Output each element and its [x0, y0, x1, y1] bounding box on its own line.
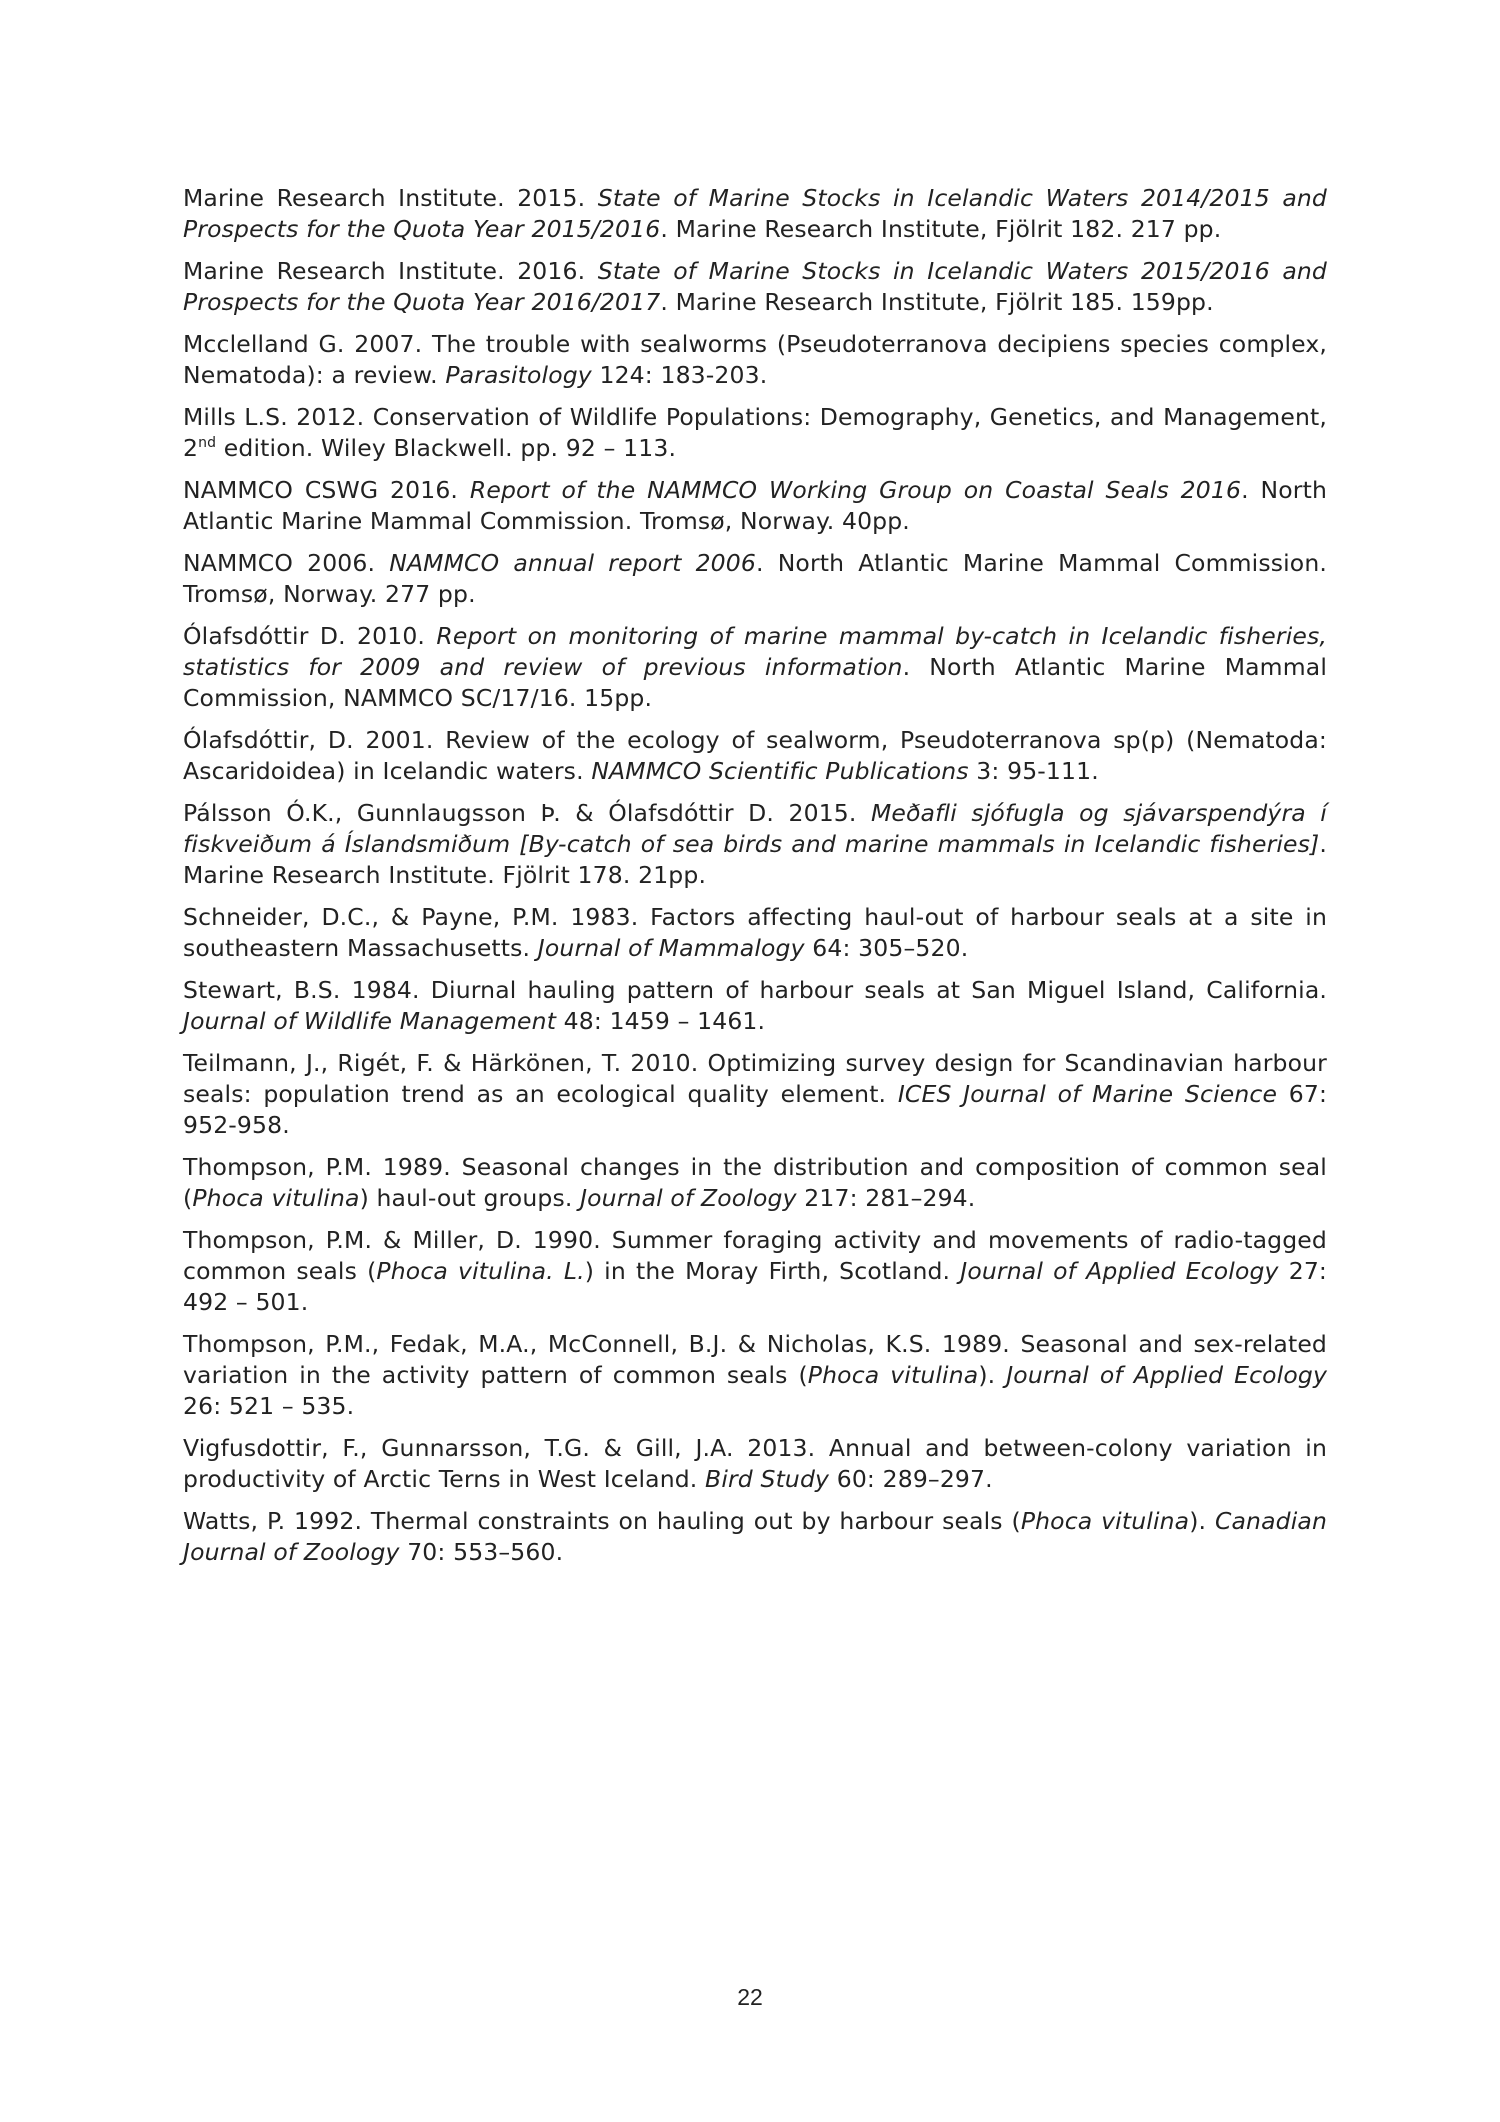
reference-entry [183, 1048, 1327, 1141]
reference-journal: Journal of Wildlife Management [183, 1007, 557, 1035]
reference-journal: NAMMCO Scientific Publications [591, 757, 969, 785]
reference-authors: NAMMCO CSWG 2016. [183, 476, 470, 504]
reference-authors: Mills L.S. 2012. Conservation of Wildlife Populations: Demography, Genetics, and Management, 2 [183, 403, 1327, 462]
reference-entry [183, 902, 1327, 964]
reference-entry [183, 1329, 1327, 1422]
reference-details: 48: 1459 – 1461. [556, 1007, 766, 1035]
reference-entry [183, 256, 1327, 318]
reference-details: . North Atlantic Marine Mammal Commission. Tromsø, Norway. 40pp. [183, 476, 1327, 535]
reference-entry [183, 1225, 1327, 1318]
reference-details: 3: 95-111. [968, 757, 1099, 785]
reference-details: edition. Wiley Blackwell. pp. 92 – 113. [216, 434, 677, 462]
reference-entry [183, 975, 1327, 1037]
reference-entry [183, 402, 1327, 464]
reference-entry [183, 475, 1327, 537]
reference-entry [183, 548, 1327, 610]
reference-authors: Pálsson Ó.K., Gunnlaugsson Þ. & Ólafsdóttir D. 2015. [183, 799, 871, 827]
reference-authors: Marine Research Institute. 2016. [183, 257, 598, 285]
reference-details: 64: 305–520. [804, 934, 969, 962]
reference-journal: Journal of Mammalogy [537, 934, 805, 962]
reference-authors: Stewart, B.S. 1984. Diurnal hauling pattern of harbour seals at San Miguel Island, California. [183, 976, 1327, 1004]
species-name: Phoca vitulina. L. [376, 1257, 585, 1285]
reference-details: 70: 553–560. [399, 1538, 564, 1566]
reference-text: ) haul-out groups. [359, 1184, 581, 1212]
reference-authors: Vigfusdottir, F., Gunnarsson, T.G. & Gill, J.A. 2013. Annual and between-colony variation in productivity of Arctic Terns in West Iceland. [183, 1434, 1327, 1493]
species-name: Phoca vitulina [807, 1361, 979, 1389]
reference-entry [183, 329, 1327, 391]
reference-details: 124: 183-203. [591, 361, 768, 389]
reference-title: Report of the NAMMCO Working Group on Coastal Seals 2016 [469, 476, 1242, 504]
reference-entry [183, 1506, 1327, 1568]
reference-text: ). [978, 1361, 1007, 1389]
reference-entry [183, 621, 1327, 714]
reference-authors: Watts, P. 1992. Thermal constraints on hauling out by harbour seals ( [183, 1507, 1021, 1535]
reference-text: ). [1189, 1507, 1215, 1535]
reference-authors: Thompson, P.M., Fedak, M.A., McConnell, B.J. & Nicholas, K.S. 1989. Seasonal and sex-related variation in the activity pattern of common seals ( [183, 1330, 1327, 1389]
reference-authors: Thompson, P.M. & Miller, D. 1990. Summer foraging activity and movements of radio-tagged common seals ( [183, 1226, 1327, 1285]
reference-title: NAMMCO annual report 2006 [389, 549, 756, 577]
reference-details: 26: 521 – 535. [183, 1392, 355, 1420]
reference-journal: ICES Journal of Marine Science [897, 1080, 1278, 1108]
reference-title: State of Marine Stocks in Icelandic Waters 2015/2016 and Prospects for the Quota Year 2016/2017 [183, 257, 1327, 316]
reference-authors: Ólafsdóttir D. 2010. [183, 622, 437, 650]
reference-details: . North Atlantic Marine Mammal Commission. Tromsø, Norway. 277 pp. [183, 549, 1327, 608]
reference-details: . Marine Research Institute. Fjölrit 178. 21pp. [183, 830, 1327, 889]
reference-title: Report on monitoring of marine mammal by-catch in Icelandic fisheries, statistics for 2009 and review of previous information [183, 622, 1327, 681]
reference-list [183, 183, 1327, 1579]
reference-journal: Journal of Zoology [580, 1184, 797, 1212]
reference-authors: Marine Research Institute. 2015. [183, 184, 598, 212]
reference-authors: Thompson, P.M. 1989. Seasonal changes in the distribution and composition of common seal ( [183, 1153, 1327, 1212]
reference-journal: Canadian Journal of Zoology [183, 1507, 1327, 1566]
reference-details: . Marine Research Institute, Fjölrit 185. 159pp. [660, 288, 1214, 316]
reference-entry [183, 1433, 1327, 1495]
reference-details: 27: 492 – 501. [183, 1257, 1328, 1316]
reference-entry [183, 798, 1327, 891]
reference-authors: Ólafsdóttir, D. 2001. Review of the ecology of sealworm, Pseudoterranova sp(p) (Nematoda: Ascaridoidea) in Icelandic waters. [183, 726, 1327, 785]
reference-entry [183, 725, 1327, 787]
reference-details: . Marine Research Institute, Fjölrit 182. 217 pp. [660, 215, 1222, 243]
reference-details: 67: 952-958. [183, 1080, 1328, 1139]
reference-journal: Journal of Applied Ecology [960, 1257, 1279, 1285]
reference-journal: Journal of Applied Ecology [1006, 1361, 1328, 1389]
reference-text: ) in the Moray Firth, Scotland. [584, 1257, 961, 1285]
reference-title: Meðafli sjófugla og sjávarspendýra í fiskveiðum á Íslandsmiðum [By-catch of sea birds and marine mammals in Icelandic fisheries] [183, 799, 1327, 858]
reference-entry [183, 183, 1327, 245]
reference-journal: Parasitology [445, 361, 592, 389]
reference-title: State of Marine Stocks in Icelandic Waters 2014/2015 and Prospects for the Quota Year 2015/2016 [183, 184, 1327, 243]
reference-details: . North Atlantic Marine Mammal Commission, NAMMCO SC/17/16. 15pp. [183, 653, 1327, 712]
reference-details: 60: 289–297. [829, 1465, 993, 1493]
reference-authors: NAMMCO 2006. [183, 549, 390, 577]
species-name: Phoca vitulina [1020, 1507, 1190, 1535]
page-number: 22 [737, 1984, 763, 2010]
reference-authors: Teilmann, J., Rigét, F. & Härkönen, T. 2010. Optimizing survey design for Scandinavian harbour seals: population trend as an ecological quality element. [183, 1049, 1327, 1108]
reference-authors: Mcclelland G. 2007. The trouble with sealworms (Pseudoterranova decipiens species complex, Nematoda): a review. [183, 330, 1327, 389]
reference-authors: Schneider, D.C., & Payne, P.M. 1983. Factors affecting haul-out of harbour seals at a site in southeastern Massachusetts. [183, 903, 1327, 962]
species-name: Phoca vitulina [192, 1184, 360, 1212]
reference-journal: Bird Study [705, 1465, 830, 1493]
ordinal-suffix: nd [198, 435, 217, 452]
reference-entry [183, 1152, 1327, 1214]
reference-details: 217: 281–294. [796, 1184, 976, 1212]
